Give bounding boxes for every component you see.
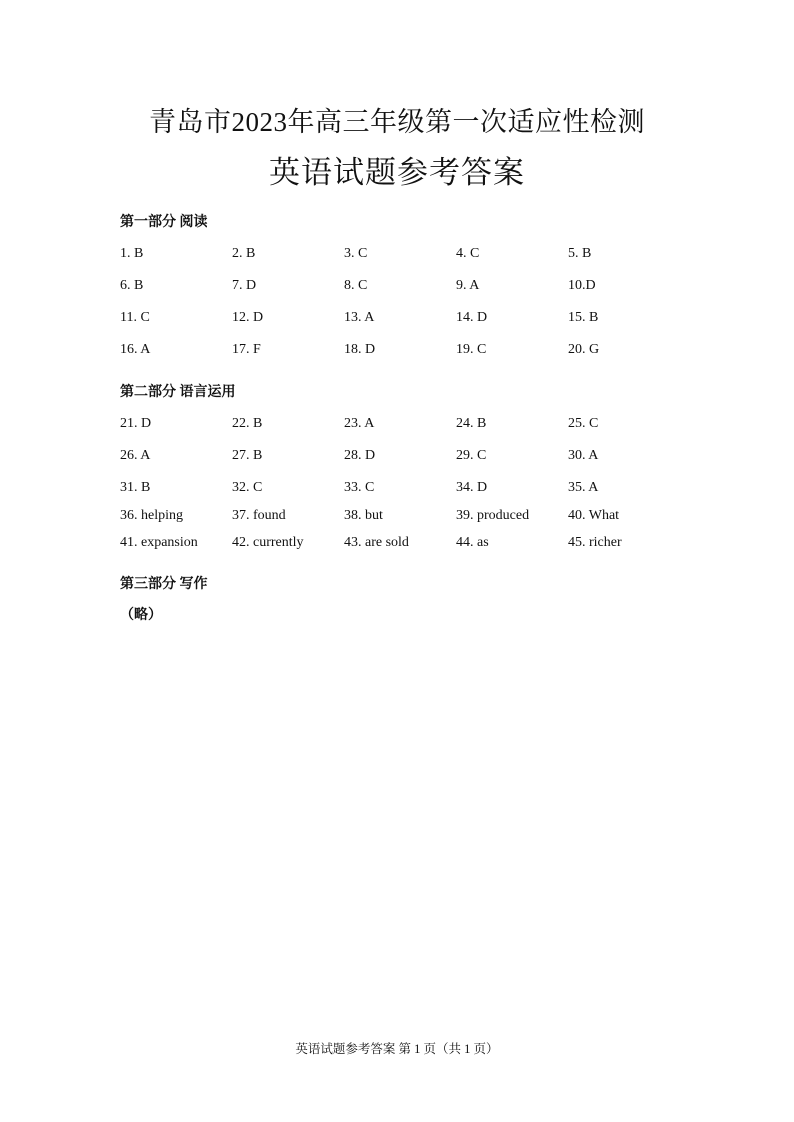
answer-cell: 35. A [568, 480, 599, 495]
answer-cell: 14. D [456, 310, 488, 325]
answer-cell: 10.D [568, 278, 596, 293]
section-heading-reading: 第一部分 阅读 [120, 215, 208, 230]
answer-cell: 44. as [456, 535, 489, 550]
answer-cell: 4. C [456, 246, 480, 261]
answer-cell: 31. B [120, 480, 151, 495]
answer-cell: 36. helping [120, 508, 183, 523]
answer-cell: 8. C [344, 278, 368, 293]
section-heading-language-use: 第二部分 语言运用 [120, 385, 236, 400]
document-subtitle: 英语试题参考答案 [269, 155, 525, 190]
answer-cell: 18. D [344, 342, 376, 357]
answer-cell: 12. D [232, 310, 264, 325]
answer-cell: 29. C [456, 448, 487, 463]
answer-cell: 45. richer [568, 535, 622, 550]
answer-cell: 38. but [344, 508, 383, 523]
answer-cell: 37. found [232, 508, 286, 523]
answer-cell: 32. C [232, 480, 263, 495]
answer-row [120, 341, 680, 359]
answer-cell: 27. B [232, 448, 263, 463]
answer-cell: 33. C [344, 480, 375, 495]
document-title: 青岛市2023年高三年级第一次适应性检测 [149, 107, 645, 137]
answer-cell: 34. D [456, 480, 488, 495]
answer-row [120, 507, 680, 525]
answer-cell: 40. What [568, 508, 620, 523]
answer-row [120, 415, 680, 433]
answer-cell: 3. C [344, 246, 368, 261]
answer-cell: 19. C [456, 342, 487, 357]
answer-cell: 25. C [568, 416, 599, 431]
answer-cell: 2. B [232, 246, 256, 261]
answer-row [120, 309, 680, 327]
answer-cell: 6. B [120, 278, 144, 293]
answer-row [120, 277, 680, 295]
answer-cell: 23. A [344, 416, 375, 431]
answer-row [120, 447, 680, 465]
section-heading-writing: 第三部分 写作 [120, 577, 208, 592]
answer-cell: 42. currently [232, 535, 304, 550]
answer-row [120, 479, 680, 497]
answer-cell: 24. B [456, 416, 487, 431]
answer-cell: 13. A [344, 310, 375, 325]
answer-cell: 21. D [120, 416, 152, 431]
answer-cell: 16. A [120, 342, 151, 357]
answer-cell: 11. C [120, 310, 150, 325]
answer-cell: 20. G [568, 342, 600, 357]
answer-cell: 43. are sold [344, 535, 409, 550]
answer-cell: 30. A [568, 448, 599, 463]
answer-cell: 5. B [568, 246, 592, 261]
answer-row [120, 245, 680, 263]
answer-cell: 41. expansion [120, 535, 198, 550]
answer-cell: 15. B [568, 310, 599, 325]
writing-omitted-note: （略） [120, 608, 162, 623]
answer-cell: 7. D [232, 278, 257, 293]
answer-cell: 1. B [120, 246, 144, 261]
answer-cell: 39. produced [456, 508, 530, 523]
answer-cell: 9. A [456, 278, 480, 293]
answer-cell: 22. B [232, 416, 263, 431]
answer-cell: 28. D [344, 448, 376, 463]
answer-cell: 26. A [120, 448, 151, 463]
answer-row [120, 534, 680, 552]
page-footer: 英语试题参考答案 第 1 页（共 1 页） [295, 1042, 499, 1056]
answer-cell: 17. F [232, 342, 261, 357]
